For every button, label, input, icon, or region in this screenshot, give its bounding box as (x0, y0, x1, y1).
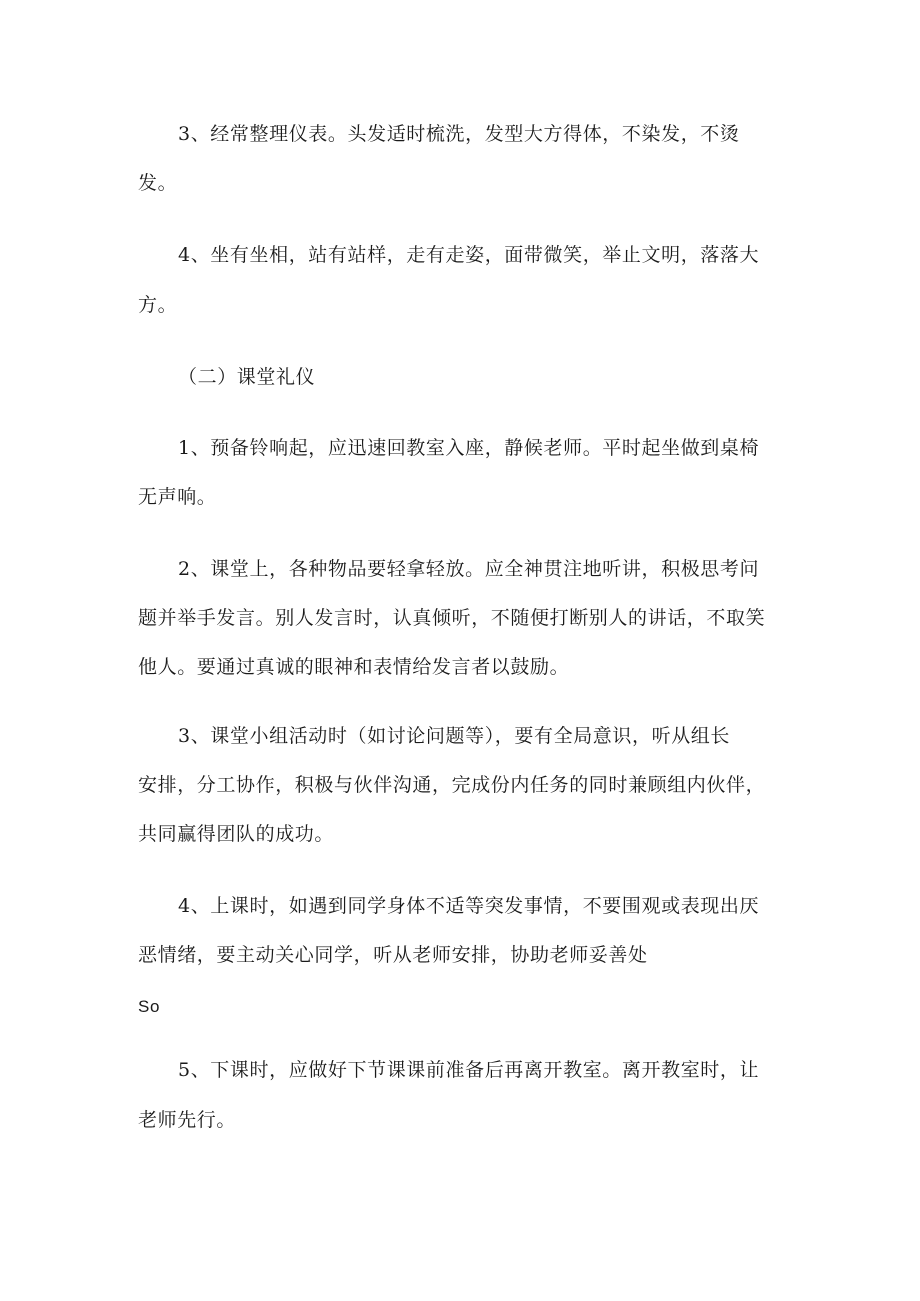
paragraph-3-line-1: 3、经常整理仪表。头发适时梳洗，发型大方得体，不染发，不烫 (178, 123, 740, 145)
classroom-item-5-line-1: 5、下课时，应做好下节课课前准备后再离开教室。离开教室时，让 (178, 1059, 760, 1081)
classroom-item-2-line-2: 题并举手发言。别人发言时，认真倾听，不随便打断别人的讲话，不取笑 (138, 607, 766, 629)
paragraph-4-line-1: 4、坐有坐相，站有站样，走有走姿，面带微笑，举止文明，落落大 (178, 244, 760, 266)
paragraph-4-line-2: 方。 (138, 294, 178, 316)
classroom-item-3-line-2: 安排，分工协作，积极与伙伴沟通，完成份内任务的同时兼顾组内伙伴， (138, 774, 766, 796)
classroom-item-4-line-2: 恶情绪，要主动关心同学，听从老师安排，协助老师妥善处 (138, 944, 648, 966)
section-heading-classroom-etiquette: （二）课堂礼仪 (178, 366, 316, 388)
classroom-item-1-line-1: 1、预备铃响起，应迅速回教室入座，静候老师。平时起坐做到桌椅 (178, 437, 760, 459)
classroom-item-2-line-1: 2、课堂上，各种物品要轻拿轻放。应全神贯注地听讲，积极思考问 (178, 558, 760, 580)
stray-text-so: So (138, 997, 160, 1016)
classroom-item-1-line-2: 无声响。 (138, 486, 217, 508)
classroom-item-2-line-3: 他人。要通过真诚的眼神和表情给发言者以鼓励。 (138, 656, 570, 678)
paragraph-3-line-2: 发。 (138, 172, 178, 194)
classroom-item-4-line-1: 4、上课时，如遇到同学身体不适等突发事情，不要围观或表现出厌 (178, 895, 760, 917)
classroom-item-5-line-2: 老师先行。 (138, 1109, 237, 1131)
classroom-item-3-line-1: 3、课堂小组活动时（如讨论问题等），要有全局意识，听从组长 (178, 725, 730, 747)
classroom-item-3-line-3: 共同赢得团队的成功。 (138, 823, 335, 845)
